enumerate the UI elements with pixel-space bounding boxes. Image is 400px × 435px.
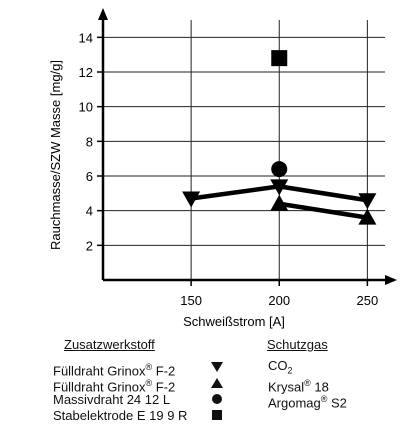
legend-gas-heading: Schutzgas	[267, 337, 328, 352]
y-tick-label-1: 2	[85, 238, 93, 254]
x-tick-label-1: 150	[180, 293, 202, 308]
x-tick-label-2: 200	[268, 293, 291, 308]
legend-filler-heading: Zusatzwerkstoff	[64, 337, 155, 352]
legend-item-1-label: Fülldraht Grinox	[53, 363, 146, 379]
legend-item-4-label: Stabelektrode E 19 9 R	[53, 408, 188, 423]
y-tick-label-7: 14	[78, 30, 93, 46]
legend-item-1-reg: ®	[145, 362, 153, 372]
legend-item-1-suffix: F-2	[152, 363, 176, 379]
legend-item-2-label: Fülldraht Grinox	[53, 379, 146, 395]
legend-gas-3-reg: ®	[320, 394, 328, 404]
series-4-point-1	[271, 50, 287, 66]
legend-gas-3-label: Argomag	[268, 395, 321, 411]
legend-item-2-suffix: F-2	[152, 379, 176, 395]
x-axis-arrow	[385, 275, 397, 285]
y-tick-label-4: 8	[85, 134, 93, 150]
legend-gas-1-sub: 2	[287, 365, 293, 376]
legend-gas-2-reg: ®	[304, 378, 311, 388]
legend-gas-2-label: Krysal	[268, 379, 305, 395]
y-axis-label: Rauchmasse/SZW Masse [mg/g]	[48, 60, 63, 250]
legend-item-2-reg: ®	[145, 378, 153, 388]
y-tick-label-3: 6	[85, 169, 93, 184]
y-tick-label-2: 4	[85, 203, 93, 219]
y-tick-label-6: 12	[78, 65, 93, 80]
legend-gas-1-label: CO	[268, 358, 288, 373]
legend-gas-2-suffix: 18	[310, 379, 329, 395]
legend-gas-3-suffix: S2	[327, 395, 347, 411]
series-3-point-1	[271, 161, 287, 177]
legend-item-3-label: Massivdraht 24 12 L	[53, 392, 171, 407]
y-axis-arrow	[98, 8, 108, 20]
x-tick-label-3: 250	[356, 293, 379, 308]
y-tick-label-5: 10	[78, 99, 93, 115]
x-axis-label: Schweißstrom [A]	[183, 314, 285, 329]
